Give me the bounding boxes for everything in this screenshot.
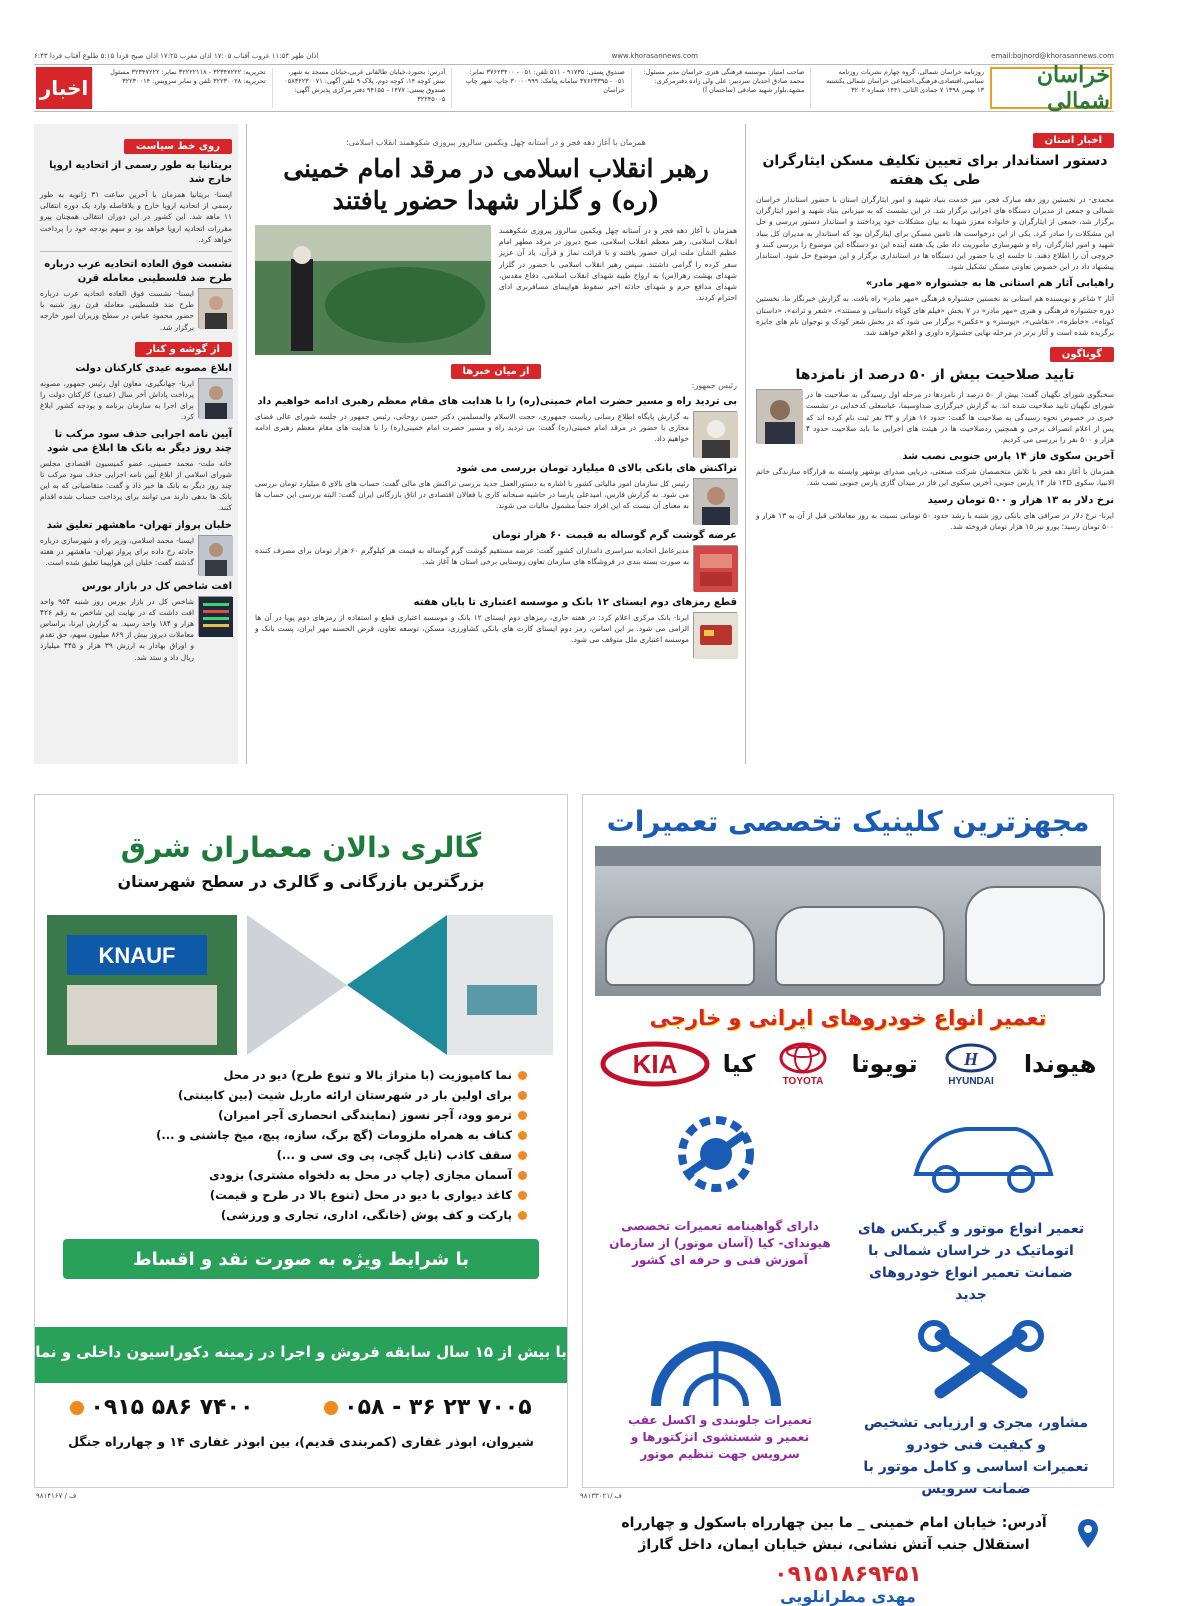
wheel-icon [641,1316,791,1412]
clinic-engine-service: تعمیر انواع موتور و گیربکس های اتوماتیک در خراسان شمالی با ضمانت تعمیر انواع خودروهای جدید [857,1221,1085,1303]
item-bank-body: رئیس کل سازمان امور مالیاتی کشور با اشاره به دستورالعمل جدید بررسی تراکنش های مالی گفت: حساب های بالای ۵ میلیارد تومان بررسی می شود. به گزارش فارس، امیدعلی پارسا در حاشیه صبحانه کاری با فعالان اقتصادی در اتاق بازرگانی ایران گفت: البته بررسی این حساب ها به معنای آن نیست که این افراد حتماً مشمول مالیات می شوند. [255,479,689,511]
bullet-icon [518,1091,527,1100]
owner-info: صاحب امتیاز: موسسه فرهنگی هنری خراسان مدیر مسئول: محمد صادق احدیان سردبیر: علی ولی زاده دفترمرکزی: مشهد،بلوار شهید صادقی (ساختمان آ) [631,68,811,108]
gallery-phone-landline[interactable]: ۰۵۸ - ۳۶ ۲۳ ۷۰۰۵ [324,1395,531,1420]
list-item: برای اولین بار در شهرستان ارائه ماربل شیت (بین کابینتی) [75,1085,527,1105]
gallery-payment-banner: با شرایط ویژه به صورت نقد و اقساط [63,1239,539,1279]
workshop-photos [595,846,1101,996]
brief-compound-interest-title[interactable]: آیین نامه اجرایی حذف سود مرکب تا چند روز دیگر به بانک ها ابلاغ می شود [47,428,232,454]
phone-icon [70,1401,84,1415]
gallery-photos [49,915,553,1055]
top-info-strip [34,52,1114,64]
bullet-icon [518,1071,527,1080]
brand-toyota-fa: تویوتا [851,1050,918,1078]
contact-info: صندوق پستی: ۹۱۷۳۵ - ۵۱۱ تلفن: ۰۵۱ - ۳۷۶۲۳۴۰۰ نمابر: ۰۵۱ - ۳۷۶۲۳۳۹۵ سامانه پیامک: ۳۰۰۰۰۹۹۹ چاپ: شهر چاپ خراسان [451,68,631,108]
gallery-collage [47,915,553,1055]
item-meat-body: مدیرعامل اتحادیه سراسری دامداران کشور گفت: عرضه مستقیم گوشت گرم گوساله به قیمت هر کیلوگرم ۶۰ هزار تومان برای مصرف کننده به صورت بسته بندی در فروشگاه های سازمان تعاون روستایی برخی استان ها آغاز شد. [255,546,689,567]
hyundai-logo-icon [931,1042,1011,1086]
tag-politics: روی خط سیاست [124,139,232,154]
website-text[interactable]: www.khorasannews.com [611,52,698,60]
list-item: کاغذ دیواری با دیو در محل (تنوع بالا در طرح و قیمت) [75,1185,527,1205]
story-candidates-body: سخنگوی شورای نگهبان گفت: بیش از ۵۰ درصد از نامزدها در مرحله اول رسیدگی به صلاحیت ها در شورای نگهبان تایید صلاحیت شده اند. به گزارش خبرگزاری صداوسیما، عباسعلی کدخدایی در نشست خبری در خصوص نحوه رسیدگی به صلاحیت ها گفت: حدود ۱۶ هزار و ۳۳ نفر ثبت نام کرده اند که پس از اعلام انصراف برخی و همچنین ردصلاحیت ها در هیئت های اجرایی ما باید صلاحیت حدود ۴ هزار و ۵۰۰ نفر را بررسی می کردیم. [806,390,1114,445]
brief-brexit-title[interactable]: بریتانیا به طور رسمی از اتحادیه اروپا خارج شد [49,160,232,185]
brief-pilot-title[interactable]: خلبان پرواز تهران- ماهشهر تعلیق شد [46,519,232,531]
brief-bonus-body: ایرنا- جهانگیری، معاون اول رئیس جمهور، مصوبه پرداخت پاداش آخر سال (عیدی) کارکنان دولت را برای اجرا به سازمان برنامه و بودجه کشور ابلاغ کرد. [40,378,194,422]
bullet-icon [518,1211,527,1220]
brief-stock-title[interactable]: افت شاخص کل در بازار بورس [81,580,232,592]
pub-info: روزنامه خراسان شمالی، گروه چهارم نشریات روزنامه سیاسی،اقتصادی،فرهنگی،اجتماعی خراسان شمالی یکشنبه ۱۳ بهمن ۱۳۹۸ ۷ جمادی الثانی ۱۴۴۱ شماره ۳۲۰۲ [810,68,990,108]
location-pin-icon [1077,1519,1099,1549]
main-headline[interactable]: رهبر انقلاب اسلامی در مرقد امام خمینی (ره) و گلزار شهدا حضور یافتند [283,154,709,215]
clinic-consulting: مشاور، مجری و ارزیابی تشخیص و کیفیت فنی خودرو [863,1415,1088,1453]
gallery-subtitle: بزرگترین بازرگانی و گالری در سطح شهرستان [117,872,485,891]
leader-photo [255,225,491,355]
brand-kia-fa: کیا [722,1050,756,1078]
main-lead: همزمان با آغاز دهه فجر و در آستانه چهل ویکمین سالروز پیروزی شکوهمند انقلاب اسلامی، رهبر معظم انقلاب اسلامی، صبح دیروز در مرقد مطهر امام عظیم الشأن ملت ایران حضور یافتند و با قرائت نماز و قرآن، یاد آن عزیز سفر کرده را گرامی داشتند. سپس رهبر انقلاب اسلامی با حضور در گلزار شهدای بهشت زهرا(س) به ارواح طیبه شهدای انقلاب اسلامی، دفاع مقدس، شهدای مدافع حرم و شهدای حادثه اخیر سقوط هواپیمای مسافربری ادای احترام کردند. [499,226,737,303]
bullet-icon [518,1191,527,1200]
eslami-photo [198,535,232,575]
column-main-story [246,124,746,764]
clinic-suspension: تعمیرات جلوبندی و اکسل عقب [628,1413,812,1427]
story-pars-body: همزمان با آغاز دهه فجر با تلاش متخصصان شرکت صنعتی، دریایی صدرای بوشهر وابسته به قرارگاه سازندگی خاتم الانبیا، سکوی ۱۴D فاز ۱۴ پارس جنوبی، آخرین سکوی این فاز در میدان گازی پارس جنوبی نصب شد. [756,467,1114,488]
list-item: سقف کاذب (تایل گچی، پی وی سی و ...) [75,1145,527,1165]
tag-province-news: اخبار استان [1033,133,1114,148]
wrenches-icon [906,1316,1056,1412]
item-password-title[interactable]: قطع رمزهای دوم ایستای ۱۲ بانک و موسسه اعتباری تا پایان هفته [413,597,737,608]
stock-board-photo [198,596,232,636]
clinic-engine-overhaul: تعمیرات اساسی و کامل موتور با ضمانت سرویس [863,1459,1089,1497]
brief-arab-league-title[interactable]: نشست فوق العاده اتحادیه عرب درباره طرح ضد فلسطینی معامله قرن [44,259,232,285]
card-photo [693,612,737,658]
story-housing-body: محمدی- در نخستین روز دهه مبارک فجر، میز خدمت بنیاد شهید و امور ایثارگران استان با حضور استاندار خراسان شمالی و جمعی از مدیران دستگاه های اجرایی برگزار شد. در این نشست که به میزبانی بنیاد شهید و امور ایثارگران برگزار شد، جمعی از ایثارگران و خانواده معزز شهدا به بیان مشکلات خود پرداختند و استاندار دستور بررسی و حل این مشکلات را صادر کرد. یکی از این درخواست ها، تامین مسکن برای ایثارگران بود که استاندار به مدیران کل بنیاد شهید و امور ایثارگران، راه و شهرسازی مأموریت داد طی یک هفته آینده این دو دستگاه این موضوع را بررسی کنند و خروجی آن را اطلاع دهند. تا جلسه ای با حضور این دستگاه ها در استانداری برگزار و این موضوع حل شود. استاندار پیشنهاد داد در این خصوص تعاونی مسکن تشکیل شود. [756,195,1114,272]
gallery-experience: با بیش از ۱۵ سال سابقه فروش و اجرا در زمینه دکوراسیون داخلی و نما [35,1343,567,1361]
item-president-body: به گزارش پایگاه اطلاع رسانی ریاست جمهوری، حجت الاسلام والمسلمین دکتر حسن روحانی، رئیس جمهور در جلسه شورای عالی فضای مجازی با حضور در مرقد امام خمینی(ره) گفت: بی تردید راه و مسیر حضرت امام خمینی(ره) را با هدایت های مقام معظم رهبری ادامه خواهیم داد. [255,412,689,444]
abbas-photo [198,288,232,328]
svg-text:HYUNDAI: HYUNDAI [947,1076,994,1087]
gallery-ad-code: ۹۸۱۴۱۶۷ / ف [36,1492,77,1500]
tax-official-photo [693,478,737,524]
list-item: نما کامپوزیت (با متراژ بالا و تنوع طرح) دیو در محل [75,1065,527,1085]
brief-pilot-body: ایسنا- محمد اسلامی، وزیر راه و شهرسازی درباره حادثه رخ داده برای پرواز تهران- ماهشهر در هفته گذشته گفت: خلبان این هواپیما تعلیق شده است. [40,535,194,568]
column-briefs [34,124,238,764]
clinic-address: آدرس: خیابان امام خمینی _ ما بین چهارراه باسکول و چهارراه استقلال جنب آتش نشانی، نبش خیابان ایمان، داخل گاراژ [621,1515,1047,1553]
main-kicker: همزمان با آغاز دهه فجر و در آستانه چهل ویکمین سالروز پیروزی شکوهمند انقلاب اسلامی؛ [346,138,646,147]
section-tag: اخبار [36,67,92,109]
brief-bonus-title[interactable]: ابلاغ مصوبه عیدی کارکنان دولت [75,362,232,374]
brief-arab-league-body: ایسنا- نشست فوق العاده اتحادیه عرب درباره طرح ضد فلسطینی معامله قرن روز شنبه با حضور محمود عباس در سطح وزیران امور خارجه برگزار شد. [40,289,194,332]
story-mehr-madar-title[interactable]: راهیابی آثار هم استانی ها به جشنواره «مهر مادر» [865,278,1114,290]
clinic-subtitle: تعمیر انواع خودروهای ایرانی و خارجی [649,1006,1047,1030]
brand-hyundai [931,1042,1011,1086]
item-president-title[interactable]: بی تردید راه و مسیر حضرت امام خمینی(ره) را با هدایت های مقام معظم رهبری ادامه خواهیم داد [257,396,737,407]
toyota-logo-icon [768,1042,838,1086]
item-password-body: ایرنا- بانک مرکزی اعلام کرد: در هفته جاری، رمزهای دوم ایستای ۱۲ بانک و موسسه اعتباری قطع و استفاده از رمزهای دوم پویا در آن ها الزامی می شود. بر این اساس، رمز دوم ایستای کارت های بانکی کشاورزی، مسکن، توسعه تعاون، قرض الحسنه مهر ایران، پست بانک و موسسه اعتباری ملل متوقف می شود. [255,613,689,645]
gear-wrench-icon [641,1104,791,1204]
tag-among-news: از میان خبرها [451,364,542,379]
clinic-title: مجهزترین کلینیک تخصصی تعمیرات [606,805,1090,838]
story-housing-title[interactable]: دستور استاندار برای تعیین تکلیف مسکن ایثارگران طی یک هفته [762,153,1108,188]
gallery-footer [35,1327,567,1487]
column-province-news [756,124,1114,764]
masthead [34,64,1114,112]
prayer-times: اذان ظهر ۱۱:۵۴ غروب آفتاب ۱۷:۰۵ اذان مغرب ۱۷:۲۵ اذان صبح فردا ۵:۱۵ طلوع آفتاب فردا ۶:۴۳ [34,52,319,60]
clinic-certificate: دارای گواهینامه تعمیرات تخصصی هیوندای- کیا (آسان موتور) از سازمان آموزش فنی و حرفه ای کشور [609,1219,831,1267]
bullet-icon [518,1151,527,1160]
item-president-kicker: رئیس جمهور: [691,381,737,390]
list-item: ترمو وود، آجر نسوز (نمایندگی انحصاری آجر امیران) [75,1105,527,1125]
brand-toyota [768,1042,838,1086]
car-brands [583,1034,1113,1094]
email-text: email:bojnord@khorasannews.com [991,52,1114,60]
tag-miscellaneous: گوناگون [1050,347,1114,362]
brief-brexit-body: ایسنا- بریتانیا همزمان با آخرین ساعت ۳۱ ژانویه به طور رسمی از اتحادیه اروپا خارج و بلافاصله وارد یک دوره انتقالی ۱۱ ماهه شد. این کشور در این دوران انتقالی همچنان پیرو مقررات اتحادیه اروپا خواهد بود و سهم بودجه خود را پرداخت خواهد کرد. [40,190,232,244]
gallery-address: شیروان، ابوذر غفاری (کمربندی قدیم)، بین ابوذر غفاری ۱۴ و چهارراه جنگل [68,1434,534,1449]
clinic-phone[interactable]: ۰۹۱۵۱۸۶۹۴۵۱ [774,1562,922,1587]
kia-logo-icon [600,1042,710,1086]
gallery-phone-mobile[interactable]: ۰۹۱۵ ۵۸۶ ۷۴۰۰ [70,1395,253,1420]
president-photo [693,411,737,457]
story-mehr-madar-body: آثار ۲ شاعر و نویسنده هم استانی به نخستین جشنواره فرهنگی «مهر مادر» راه یافت. به گزارش خبرنگار ما، نخستین دوره جشنواره فرهنگی و هنری «مهر مادر» در ۷ بخش «فیلم های کوتاه داستانی و مستند»، «شعر و ترانه»، «داستان کوتاه»، «خاطره»، «نقاشی»، «پوستر» و «عکس» برگزار می شود که در بخش شعر کودک و نوجوان نام های جایزه برگزیده شده است و آثار برتر در مرحله نهایی جشنواره داوری و اعلام خواهند شد. [756,294,1115,338]
brand-kia [600,1042,710,1086]
clinic-ad-code: ۹۸۱۳۳۰۲۱/ ف [580,1492,622,1500]
item-meat-title[interactable]: عرضه گوشت گرم گوساله به قیمت ۶۰ هزار تومان [492,530,737,541]
clinic-owner: مهدی مطرانلویی [780,1587,916,1606]
story-candidates-title[interactable]: تایید صلاحیت بیش از ۵۰ درصد از نامزدها [795,367,1075,384]
clinic-injector: تعمیر و شستشوی انژکتورها و سرویس جهت تنظیم موتور [630,1430,810,1461]
phone-icon [324,1401,338,1415]
tag-corners: از گوشه و کنار [135,342,232,357]
address-info: آدرس: بجنورد،خیابان طالقانی غربی،خیابان مسجد به شهر، نبش کوچه ۱۴، کوچه دوم، پلاک ۹ تلفن آگهی: ۰۵۸۳۲۲۳۰۰۷۱ صندوق پستی: ۱۴۷۷ - ۹۴۱۵۵ دفتر مرکزی پذیرش آگهی: ۳۲۲۴۵۰۰۵ [272,68,452,108]
brief-stock-body: شاخص کل در بازار بورس روز شنبه ۹۵۴ واحد افت داشت که در نهایت این شاخص به رقم ۴۲۶ هزار و ۱۸۴ واحد رسید. به گزارش ایرنا، براساس معاملات دیروز بیش از ۸۶۹ میلیون سهم، حق تقدم و اوراق بهادار به ارزش ۳۹ هزار و ۴۴۵ میلیارد ریال داد و ستد شد. [40,596,195,662]
bullet-icon [518,1111,527,1120]
editorial-info: تحریریه: ۳۲۳۴۷۲۲۲ - ۳۲۲۲۲۱۱۸ نمابر: ۳۲۳۴۷۲۲۲ مسئول تحریریه: ۳۲۲۳۰۰۲۸ تلفن و نمابر سرویس: ۳۲۲۳۰۰۱۴ [92,68,272,108]
list-item: کناف به همراه ملزومات (گچ برگ، سازه، پیچ، میخ چاشنی و ...) [75,1125,527,1145]
svg-text:KNAUF: KNAUF [98,943,176,968]
story-pars-title[interactable]: آخرین سکوی فاز ۱۴ پارس جنوبی نصب شد [902,451,1114,463]
svg-text:TOYOTA: TOYOTA [783,1076,824,1087]
gallery-items [75,1065,527,1225]
list-item: آسمان مجازی (چاپ در محل به دلخواه مشتری) بزودی [75,1165,527,1185]
bullet-icon [518,1171,527,1180]
list-item: پارکت و کف پوش (خانگی، اداری، تجاری و ورزشی) [75,1205,527,1225]
ad-gallery[interactable] [34,794,568,1488]
meat-photo [693,545,737,591]
brief-compound-interest-body: خانه ملت- محمد حسینی، عضو کمیسیون اقتصادی مجلس شورای اسلامی از ابلاغ آیین نامه اجرایی حذف سود مرکب تا چند روز دیگر به بانک ها خبر داد و گفت: متقاضیانی که به این بانک ها بدهی دارند می توانند برای پرداخت حساب شده اقدام کنند. [40,458,232,513]
story-dollar-body: ایرنا- نرخ دلار در صرافی های بانکی روز شنبه با رشد حدود ۵۰ تومانی نسبت به روز معاملاتی قبل از آن به ۱۳ هزار و ۵۰۰ تومان رسید؛ یورو نیز ۱۵ هزار تومان فروخته شد. [756,510,1114,531]
brand-hyundai-fa: هیوندا [1023,1050,1097,1078]
item-bank-title[interactable]: تراکنش های بانکی بالای ۵ میلیارد تومان بررسی می شود [456,463,737,474]
gallery-title: گالری دالان معماران شرق [120,831,482,864]
bullet-icon [518,1131,527,1140]
svg-text:H: H [963,1049,978,1069]
story-dollar-title[interactable]: نرخ دلار به ۱۳ هزار و ۵۰۰ تومان رسید [927,494,1114,506]
jahangiri-photo [198,378,232,418]
spokesman-photo [756,389,802,443]
svg-text:KIA: KIA [632,1049,677,1079]
car-outline-icon [906,1104,1056,1204]
story-candidates [756,389,1114,445]
newspaper-logo: خراسان شمالی [990,67,1112,109]
